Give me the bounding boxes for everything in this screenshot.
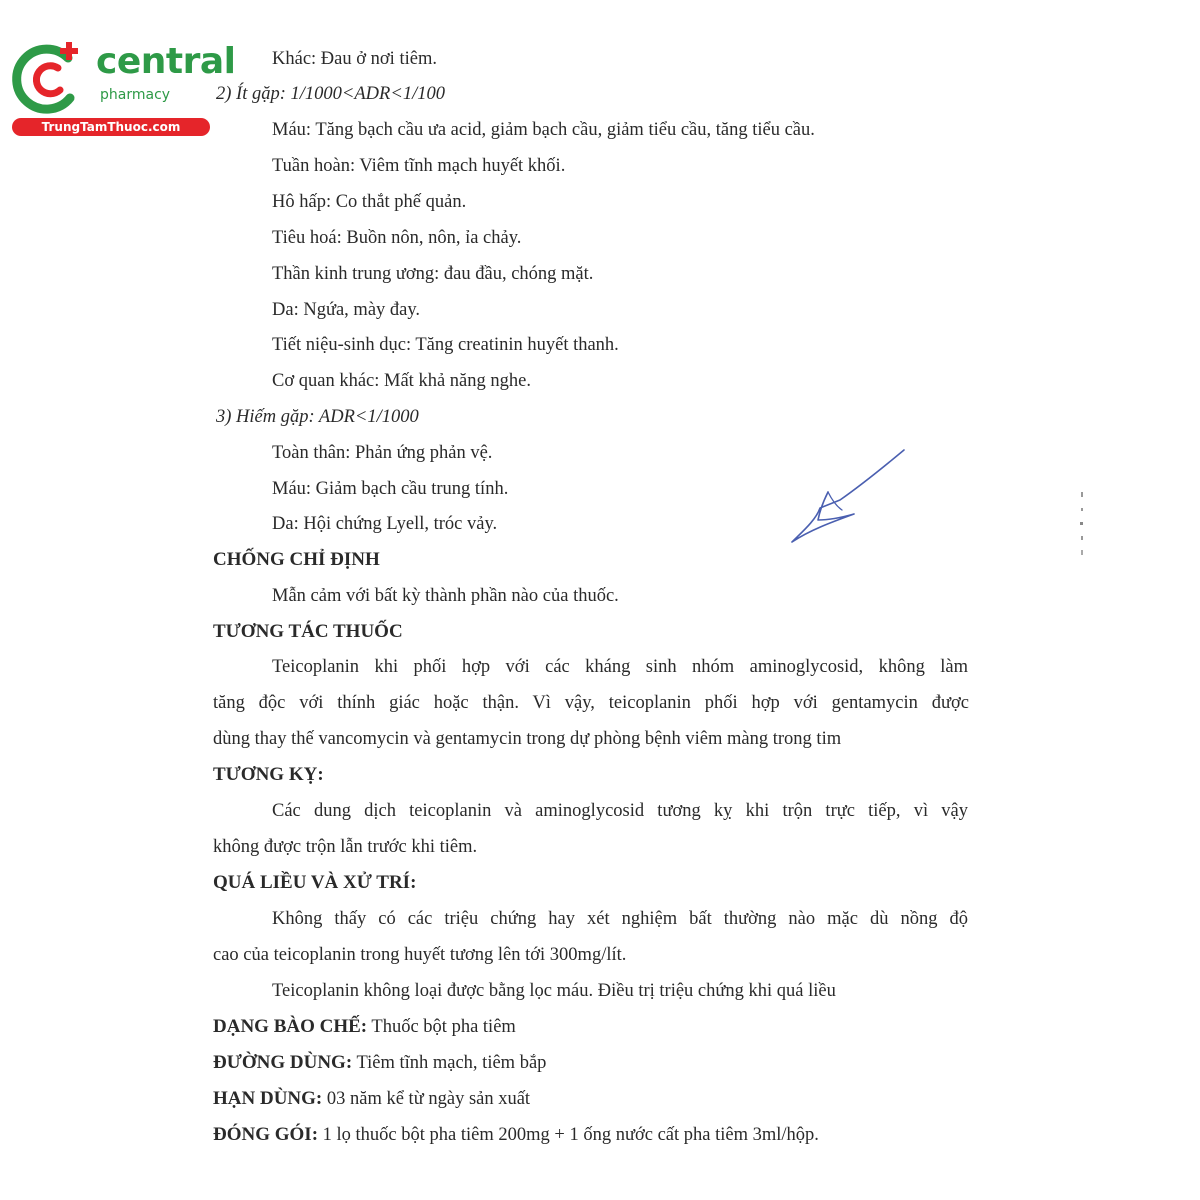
adr-uncommon-item: Hô hấp: Co thắt phế quản. <box>272 192 467 212</box>
packaging-row <box>213 1124 819 1146</box>
overdose-line: Không thấy có các triệu chứng hay xét nghiệm bất thường nào mặc dù nồng độ <box>272 909 968 929</box>
interactions-heading: TƯƠNG TÁC THUỐC <box>213 621 403 642</box>
overdose-heading: QUÁ LIỀU VÀ XỬ TRÍ: <box>213 872 417 893</box>
adr-rare-item: Máu: Giảm bạch cầu trung tính. <box>272 479 509 499</box>
central-pharmacy-logo <box>10 38 236 138</box>
adr-other-common: Khác: Đau ở nơi tiêm. <box>272 49 437 69</box>
adr-rare-item: Da: Hội chứng Lyell, tróc vảy. <box>272 514 498 534</box>
dosage-form-row <box>213 1016 516 1038</box>
packaging-value: 1 lọ thuốc bột pha tiêm 200mg + 1 ống nước cất pha tiêm 3ml/hộp. <box>322 1125 819 1145</box>
contraindications-text: Mẫn cảm với bất kỳ thành phần nào của thuốc. <box>272 586 619 606</box>
pharmacy-c-cross-icon <box>10 38 90 118</box>
contraindications-heading: CHỐNG CHỈ ĐỊNH <box>213 549 380 570</box>
interactions-line: Teicoplanin khi phối hợp với các kháng sinh nhóm aminoglycosid, không làm <box>272 657 968 677</box>
adr-uncommon-title: 2) Ít gặp: 1/1000<ADR<1/100 <box>216 84 445 104</box>
interactions-line: tăng độc với thính giác hoặc thận. Vì vậy, teicoplanin phối hợp với gentamycin được <box>213 693 969 713</box>
interactions-line: dùng thay thế vancomycin và gentamycin trong dự phòng bệnh viêm màng trong tim <box>213 729 842 749</box>
incompatibility-line: không được trộn lẫn trước khi tiêm. <box>213 837 478 857</box>
overdose-line: Teicoplanin không loại được bằng lọc máu. Điều trị triệu chứng khi quá liều <box>272 981 836 1001</box>
shelf-life-label: HẠN DÙNG: <box>213 1088 323 1109</box>
route-row <box>213 1052 546 1074</box>
shelf-life-row <box>213 1088 530 1110</box>
overdose-line: cao của teicoplanin trong huyết tương lên tới 300mg/lít. <box>213 945 627 965</box>
adr-uncommon-item: Cơ quan khác: Mất khả năng nghe. <box>272 371 531 391</box>
adr-uncommon-item: Tuần hoàn: Viêm tĩnh mạch huyết khối. <box>272 156 566 176</box>
adr-uncommon-item: Da: Ngứa, mày đay. <box>272 300 421 320</box>
incompatibility-line: Các dung dịch teicoplanin và aminoglycosid tương kỵ khi trộn trực tiếp, vì vậy <box>272 801 968 821</box>
dosage-form-label: DẠNG BÀO CHẾ: <box>213 1016 368 1037</box>
logo-sub-text: pharmacy <box>100 87 171 103</box>
packaging-label: ĐÓNG GÓI: <box>213 1124 319 1145</box>
adr-rare-title: 3) Hiếm gặp: ADR<1/1000 <box>216 407 419 427</box>
shelf-life-value: 03 năm kể từ ngày sản xuất <box>326 1089 531 1109</box>
dosage-form-value: Thuốc bột pha tiêm <box>371 1017 516 1037</box>
scan-margin-marks <box>1074 490 1090 560</box>
logo-url-badge: TrungTamThuoc.com <box>12 118 210 136</box>
adr-uncommon-item: Tiêu hoá: Buồn nôn, nôn, ỉa chảy. <box>272 228 522 248</box>
logo-brand-text: central <box>96 41 236 82</box>
adr-uncommon-item: Máu: Tăng bạch cầu ưa acid, giảm bạch cầu, giảm tiểu cầu, tăng tiểu cầu. <box>272 120 815 140</box>
handwritten-signature <box>780 440 920 550</box>
incompatibility-heading: TƯƠNG KỴ: <box>213 764 324 785</box>
route-value: Tiêm tĩnh mạch, tiêm bắp <box>356 1053 547 1073</box>
adr-rare-item: Toàn thân: Phản ứng phản vệ. <box>272 443 493 463</box>
route-label: ĐƯỜNG DÙNG: <box>213 1052 353 1073</box>
adr-uncommon-item: Thần kinh trung ương: đau đầu, chóng mặt. <box>272 264 594 284</box>
adr-uncommon-item: Tiết niệu-sinh dục: Tăng creatinin huyết thanh. <box>272 335 619 355</box>
